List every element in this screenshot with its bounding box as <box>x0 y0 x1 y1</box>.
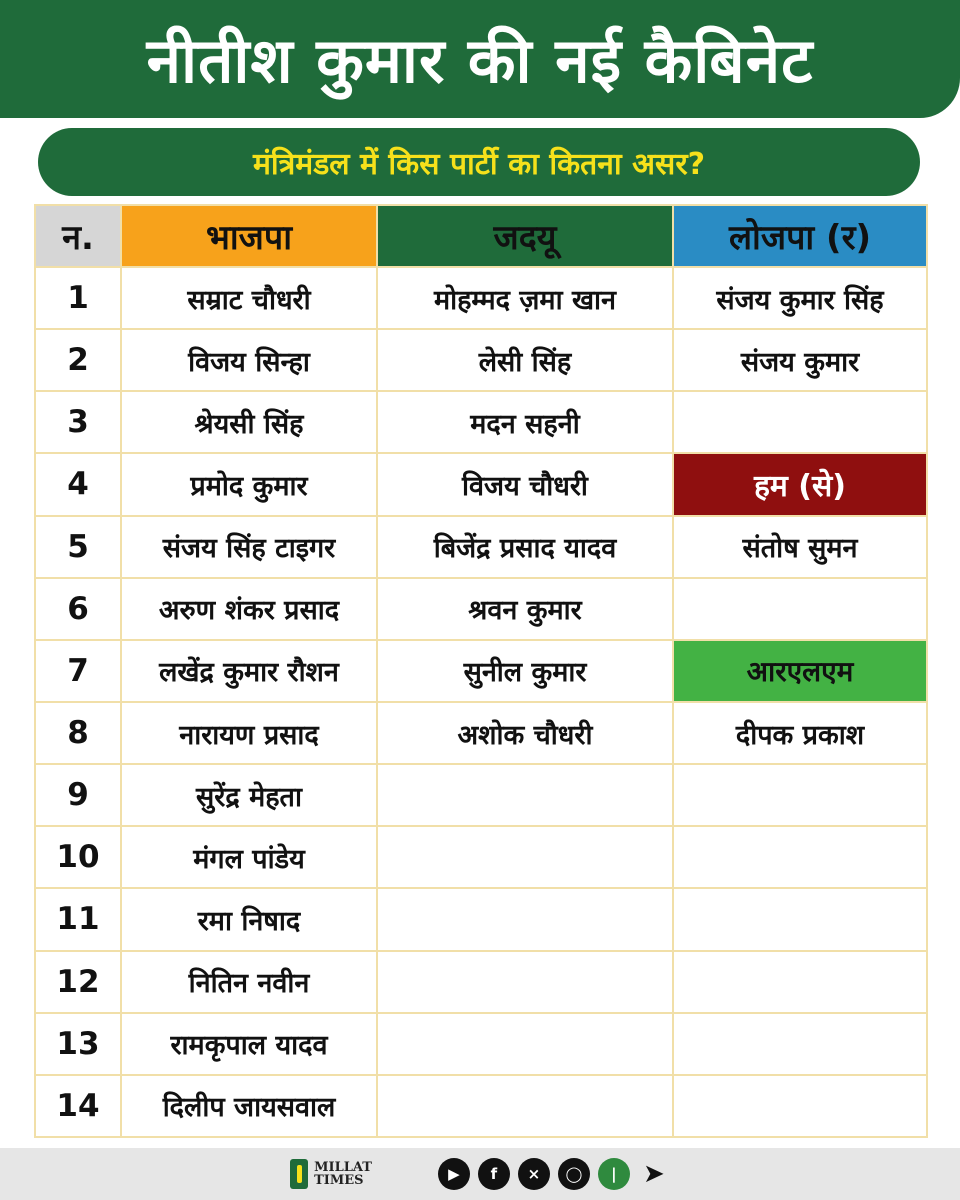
table-row <box>35 826 927 888</box>
empty-cell <box>377 764 673 826</box>
row-number: 3 <box>35 391 121 453</box>
logo-text <box>314 1161 372 1187</box>
table-row <box>35 453 927 515</box>
jdu-minister: विजय चौधरी <box>377 453 673 515</box>
millat-times-logo[interactable] <box>290 1159 372 1189</box>
header-ljp: लोजपा (र) <box>673 205 927 267</box>
header-jdu: जदयू <box>377 205 673 267</box>
table-row <box>35 267 927 329</box>
empty-cell <box>673 578 927 640</box>
row-number: 13 <box>35 1013 121 1075</box>
millat-times-icon[interactable]: | <box>598 1158 630 1190</box>
jdu-minister: मोहम्मद ज़मा खान <box>377 267 673 329</box>
row-number: 7 <box>35 640 121 702</box>
empty-cell <box>673 764 927 826</box>
party-header-ham: हम (से) <box>673 453 927 515</box>
table-row <box>35 391 927 453</box>
header-bjp: भाजपा <box>121 205 377 267</box>
telegram-icon[interactable]: ➤ <box>643 1159 665 1189</box>
table-row <box>35 516 927 578</box>
row-number: 1 <box>35 267 121 329</box>
bjp-minister: रमा निषाद <box>121 888 377 950</box>
empty-cell <box>673 951 927 1013</box>
ljp-minister: संजय कुमार <box>673 329 927 391</box>
bjp-minister: अरुण शंकर प्रसाद <box>121 578 377 640</box>
bjp-minister: श्रेयसी सिंह <box>121 391 377 453</box>
empty-cell <box>377 826 673 888</box>
row-number: 5 <box>35 516 121 578</box>
table-row <box>35 640 927 702</box>
table-row <box>35 702 927 764</box>
ham-minister: संतोष सुमन <box>673 516 927 578</box>
page-subtitle: मंत्रिमंडल में किस पार्टी का कितना असर? <box>252 146 705 182</box>
jdu-minister: अशोक चौधरी <box>377 702 673 764</box>
row-number: 10 <box>35 826 121 888</box>
bjp-minister: संजय सिंह टाइगर <box>121 516 377 578</box>
empty-cell <box>377 1013 673 1075</box>
table-row <box>35 764 927 826</box>
table-header-row <box>35 205 927 267</box>
cabinet-table <box>34 204 928 1138</box>
header-number: न. <box>35 205 121 267</box>
jdu-minister: सुनील कुमार <box>377 640 673 702</box>
bjp-minister: सुरेंद्र मेहता <box>121 764 377 826</box>
bjp-minister: सम्राट चौधरी <box>121 267 377 329</box>
row-number: 12 <box>35 951 121 1013</box>
bjp-minister: विजय सिन्हा <box>121 329 377 391</box>
table-row <box>35 329 927 391</box>
row-number: 6 <box>35 578 121 640</box>
bjp-minister: नारायण प्रसाद <box>121 702 377 764</box>
empty-cell <box>377 888 673 950</box>
empty-cell <box>673 391 927 453</box>
x-icon[interactable]: × <box>518 1158 550 1190</box>
empty-cell <box>673 826 927 888</box>
empty-cell <box>377 951 673 1013</box>
table-row <box>35 888 927 950</box>
empty-cell <box>673 1013 927 1075</box>
bjp-minister: मंगल पांडेय <box>121 826 377 888</box>
bjp-minister: दिलीप जायसवाल <box>121 1075 377 1137</box>
subtitle-banner <box>38 128 920 196</box>
jdu-minister: श्रवन कुमार <box>377 578 673 640</box>
empty-cell <box>673 1075 927 1137</box>
social-icons <box>438 1158 670 1190</box>
bjp-minister: नितिन नवीन <box>121 951 377 1013</box>
rlm-minister: दीपक प्रकाश <box>673 702 927 764</box>
jdu-minister: लेसी सिंह <box>377 329 673 391</box>
party-header-rlm: आरएलएम <box>673 640 927 702</box>
empty-cell <box>377 1075 673 1137</box>
instagram-icon[interactable]: ◯ <box>558 1158 590 1190</box>
bjp-minister: रामकृपाल यादव <box>121 1013 377 1075</box>
facebook-icon[interactable]: f <box>478 1158 510 1190</box>
row-number: 14 <box>35 1075 121 1137</box>
jdu-minister: बिजेंद्र प्रसाद यादव <box>377 516 673 578</box>
ljp-minister: संजय कुमार सिंह <box>673 267 927 329</box>
table-row <box>35 1013 927 1075</box>
brand-line-1: MILLAT <box>314 1160 372 1175</box>
bjp-minister: प्रमोद कुमार <box>121 453 377 515</box>
bjp-minister: लखेंद्र कुमार रौशन <box>121 640 377 702</box>
millat-times-logo-mark-icon <box>290 1159 308 1189</box>
footer-bar <box>0 1148 960 1200</box>
row-number: 11 <box>35 888 121 950</box>
table-row <box>35 578 927 640</box>
jdu-minister: मदन सहनी <box>377 391 673 453</box>
row-number: 4 <box>35 453 121 515</box>
row-number: 9 <box>35 764 121 826</box>
row-number: 2 <box>35 329 121 391</box>
row-number: 8 <box>35 702 121 764</box>
brand-line-2: TIMES <box>314 1173 364 1188</box>
page-title: नीतीश कुमार की नई कैबिनेट <box>146 24 814 97</box>
empty-cell <box>673 888 927 950</box>
youtube-icon[interactable]: ▶ <box>438 1158 470 1190</box>
title-banner <box>0 0 960 118</box>
table-row <box>35 1075 927 1137</box>
table-row <box>35 951 927 1013</box>
